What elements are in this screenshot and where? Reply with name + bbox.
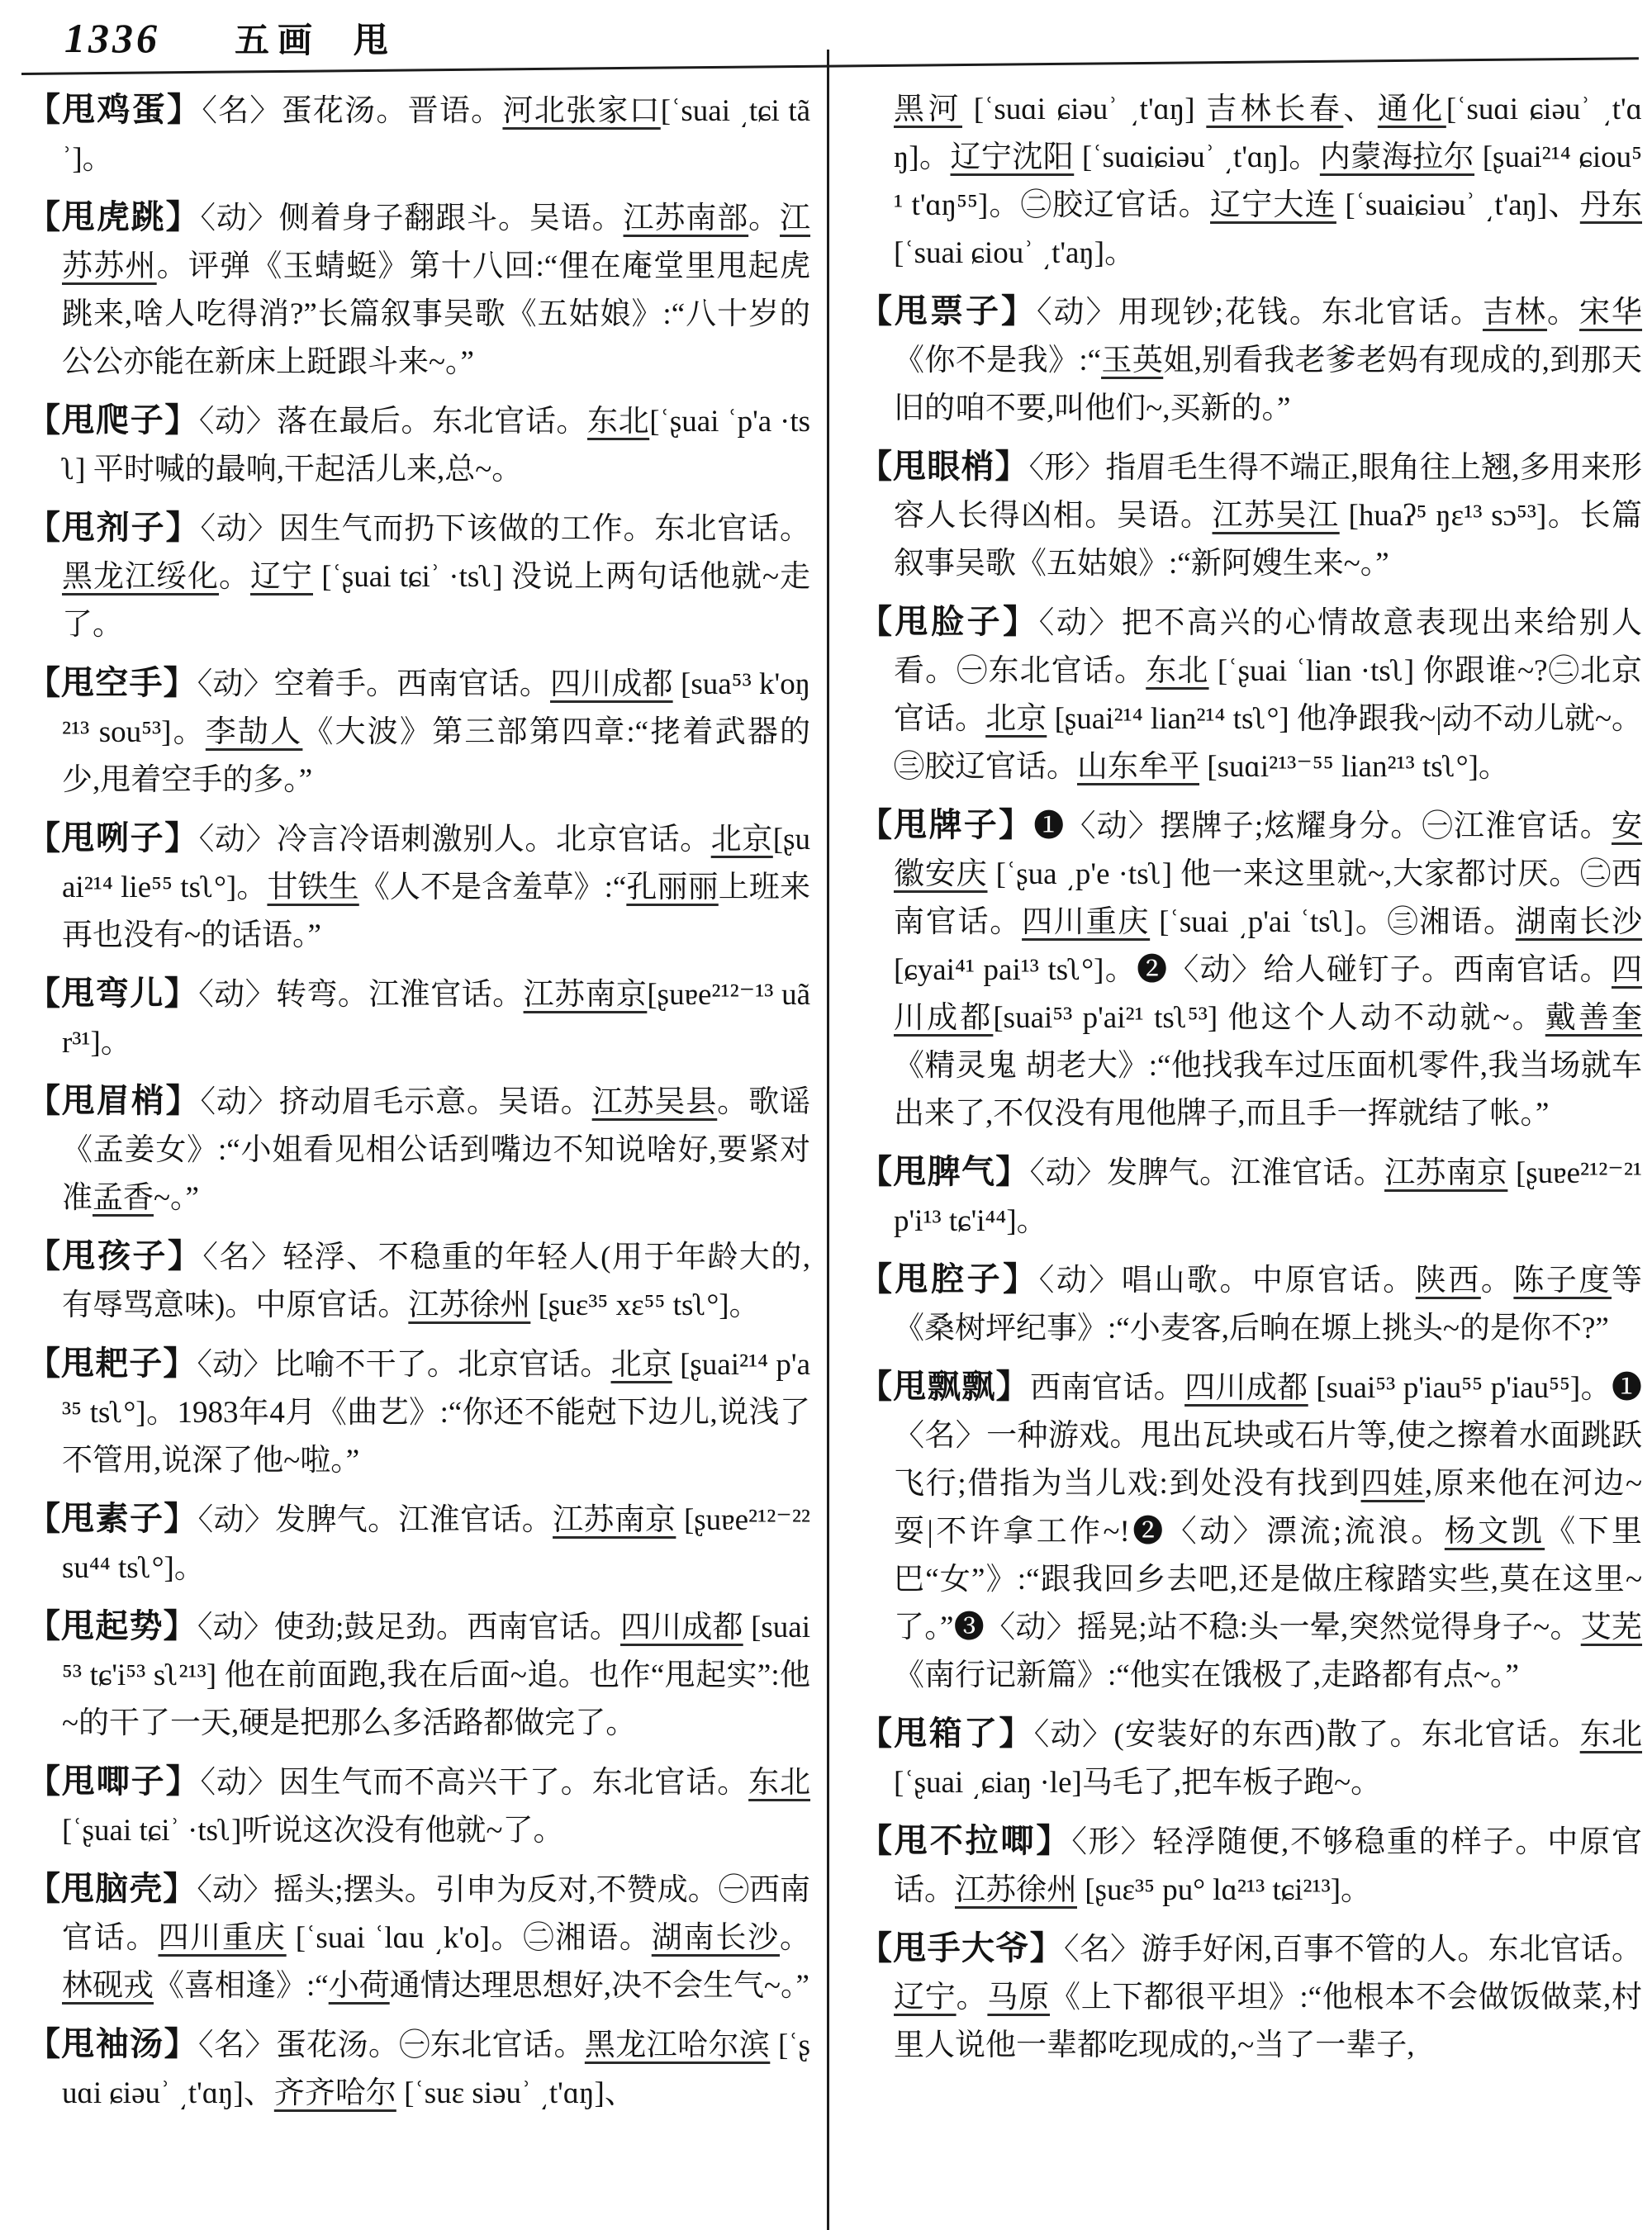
dict-entry bbox=[27, 504, 810, 649]
entry-text: [ʂuɐe²¹²⁻²¹ p'i¹³ tɕ'i⁴⁴]。 bbox=[894, 1156, 1643, 1238]
entry-text: 〈名〉游手好闲,百事不管的人。东北官话。 bbox=[1063, 1933, 1643, 1967]
proper-noun: 马原 bbox=[987, 1981, 1050, 2014]
entry-text: 等《桑树坪纪事》:“小麦客,后晌在塬上挑头~的是你不?” bbox=[894, 1264, 1643, 1345]
dict-entry bbox=[27, 814, 810, 960]
dict-entry bbox=[27, 1758, 810, 1855]
entry-text: 《精灵鬼 胡老大》:“他找我车过压面机零件,我当场就车出来了,不仅没有甩他牌子,而且手一挥就结了帐。” bbox=[894, 1049, 1642, 1131]
dict-entry bbox=[859, 443, 1642, 588]
entry-text: 〈动〉使劲;鼓足劲。西南官话。 bbox=[197, 1611, 621, 1644]
entry-text: [ʿʂuai ʿlian ·tsʅ] 你跟谁~?㊁北京官话。 bbox=[894, 654, 1642, 736]
entry-text: 〈动〉转弯。江淮官话。 bbox=[198, 978, 524, 1012]
entry-headword: 【甩脑壳】 bbox=[27, 1870, 197, 1907]
entry-text: 《南行记新篇》:“他实在饿极了,走路都有点~。” bbox=[894, 1658, 1519, 1692]
proper-noun: 四川成都 bbox=[894, 953, 1642, 1035]
proper-noun: 戴善奎 bbox=[1545, 1001, 1643, 1035]
entry-text: 。 bbox=[780, 1921, 810, 1955]
proper-noun: 安徽安庆 bbox=[894, 809, 1643, 891]
entry-text: [ʿsuɑi ɕiəuʾ ͵t'ɑŋ] bbox=[962, 93, 1207, 126]
proper-noun: 江苏吴江 bbox=[1212, 499, 1340, 533]
entry-text: ~。” bbox=[154, 1181, 199, 1215]
proper-noun: 湖南长沙 bbox=[651, 1921, 780, 1955]
proper-noun: 四川重庆 bbox=[158, 1921, 287, 1955]
entry-headword: 【甩素子】 bbox=[27, 1500, 198, 1537]
entry-text: [ʂuɐe²¹²⁻¹³ uãr³¹]。 bbox=[62, 978, 811, 1060]
proper-noun: 内蒙海拉尔 bbox=[1319, 140, 1475, 174]
entry-headword: 【甩爬子】 bbox=[27, 401, 199, 439]
dict-entry bbox=[859, 1924, 1642, 2070]
entry-text: [ʿsuaiɕiəuʾ ͵t'aŋ]、 bbox=[1336, 188, 1580, 222]
proper-noun: 辽宁沈阳 bbox=[950, 140, 1075, 174]
entry-text: 〈动〉摇头;摆头。引申为反对,不赞成。㊀西南官话。 bbox=[62, 1873, 811, 1955]
entry-text: 〈动〉空着手。西南官话。 bbox=[197, 667, 551, 701]
entry-text: 。评弹《玉蜻蜓》第十八回:“俚在庵堂里甩起虎跳来,啥人吃得消?”长篇叙事吴歌《五姑娘》:“八十岁的公公亦能在新床上跹跟斗来~。” bbox=[62, 249, 811, 379]
entry-text: 。 bbox=[1480, 1264, 1514, 1298]
entry-text: 姐,别看我老爹老妈有现成的,到那天旧的咱不要,叫他们~,买新的。” bbox=[894, 344, 1643, 425]
proper-noun: 杨文凯 bbox=[1444, 1515, 1545, 1549]
entry-text: 〈动〉唱山歌。中原官话。 bbox=[1038, 1264, 1416, 1298]
dict-entry bbox=[27, 193, 810, 387]
dict-entry bbox=[859, 1363, 1642, 1700]
dict-entry bbox=[27, 1602, 810, 1748]
entry-headword: 【甩飘飘】 bbox=[859, 1368, 1031, 1405]
entry-text: [ʂuɛ³⁵ xɛ⁵⁵ tsʅ°]。 bbox=[530, 1288, 760, 1322]
entry-headword: 【甩腔子】 bbox=[859, 1260, 1039, 1298]
entry-text: 〈动〉侧着身子翻跟斗。吴语。 bbox=[200, 202, 624, 235]
proper-noun: 四娃 bbox=[1360, 1467, 1425, 1501]
entry-text: 《上下都很平坦》:“他根本不会做饭做菜,村里人说他一辈都吃现成的,~当了一辈子, bbox=[894, 1981, 1643, 2062]
entry-text: 〈动〉因生气而不高兴干了。东北官话。 bbox=[200, 1766, 749, 1800]
proper-noun: 江苏徐州 bbox=[955, 1873, 1077, 1907]
entry-headword: 【甩咧子】 bbox=[27, 819, 199, 856]
entry-text: 〈动〉冷言冷语刺激别人。北京官话。 bbox=[198, 823, 711, 856]
proper-noun: 江苏南京 bbox=[553, 1503, 676, 1537]
proper-noun: 北京 bbox=[985, 702, 1047, 736]
entry-text: 〈名〉轻浮、不稳重的年轻人(用于年龄大的,有辱骂意味)。中原官话。 bbox=[62, 1241, 810, 1322]
entry-text: 。 bbox=[1547, 296, 1580, 330]
proper-noun: 江苏南部 bbox=[623, 202, 749, 235]
proper-noun: 宋华 bbox=[1579, 296, 1643, 330]
entry-headword: 【甩袖汤】 bbox=[27, 2025, 199, 2062]
entry-text: [ʿʂua ͵p'e ·tsʅ] 他一来这里就~,大家都讨厌。㊁西南官话。 bbox=[894, 857, 1642, 939]
dict-entry bbox=[859, 1710, 1642, 1807]
entry-text: 〈动〉用现钞;花钱。东北官话。 bbox=[1037, 296, 1483, 330]
dict-entry bbox=[27, 1340, 810, 1485]
entry-headword: 【甩眉梢】 bbox=[27, 1082, 201, 1119]
proper-noun: 辽宁 bbox=[894, 1981, 957, 2014]
entry-text: 。 bbox=[956, 1981, 988, 2014]
entry-text: 〈名〉蛋花汤。晋语。 bbox=[202, 94, 503, 128]
entry-text: [ʿsuɛ siəuʾ ͵t'ɑŋ]、 bbox=[396, 2076, 635, 2110]
entry-text: [suai⁵³ p'ai²¹ tsʅ⁵³] 他这个人动不动就~。 bbox=[993, 1001, 1545, 1035]
entry-text: ❶〈动〉摆牌子;炫耀身分。㊀江淮官话。 bbox=[1033, 809, 1612, 843]
entry-headword: 【甩唧子】 bbox=[27, 1763, 201, 1800]
right-column bbox=[859, 86, 1642, 2080]
entry-text: 《下里巴“女”》:“跟我回乡去吧,还是做庄稼踏实些,莫在这里~了。”❸〈动〉摇晃;站不稳:头一晕,突然觉得身子~。 bbox=[894, 1515, 1643, 1644]
proper-noun: 吉林 bbox=[1482, 296, 1547, 330]
entry-text: [sua⁵³ k'oŋ²¹³ sou⁵³]。 bbox=[62, 667, 811, 749]
dict-entry bbox=[859, 1148, 1642, 1245]
entry-headword: 【甩眼梢】 bbox=[859, 448, 1029, 485]
proper-noun: 黑河 bbox=[894, 93, 962, 126]
proper-noun: 辽宁 bbox=[250, 560, 313, 594]
entry-text: 《人不是含羞草》:“ bbox=[358, 871, 627, 904]
proper-noun: 河北张家口 bbox=[502, 94, 661, 128]
entry-text: 〈形〉指眉毛生得不端正,眼角往上翘,多用来形容人长得凶相。吴语。 bbox=[894, 451, 1642, 533]
proper-noun: 北京 bbox=[610, 1348, 672, 1382]
entry-text: 《你不是我》:“ bbox=[894, 344, 1102, 377]
proper-noun: 艾芜 bbox=[1580, 1611, 1643, 1644]
entry-text: [suai⁵³ p'iau⁵⁵ p'iau⁵⁵]。❶〈名〉一种游戏。甩出瓦块或石片等,使之擦着水面跳跃飞行;借指为当儿戏:到处没有找到 bbox=[894, 1371, 1643, 1501]
proper-noun: 江苏徐州 bbox=[408, 1288, 531, 1322]
proper-noun: 江苏南京 bbox=[523, 978, 648, 1012]
page-number: 1336 bbox=[64, 15, 160, 61]
proper-noun: 玉英 bbox=[1101, 344, 1164, 377]
entry-headword: 【甩弯儿】 bbox=[27, 975, 199, 1012]
dict-entry bbox=[27, 970, 810, 1067]
proper-noun: 辽宁大连 bbox=[1210, 188, 1336, 222]
entry-headword: 【甩剂子】 bbox=[27, 509, 201, 546]
proper-noun: 林砚戎 bbox=[62, 1969, 154, 2003]
proper-noun: 丹东 bbox=[1579, 188, 1642, 222]
entry-headword: 【甩不拉唧】 bbox=[859, 1822, 1072, 1859]
proper-noun: 通化 bbox=[1377, 93, 1446, 126]
proper-noun: 四川重庆 bbox=[1022, 905, 1151, 939]
entry-text: 〈动〉发脾气。江淮官话。 bbox=[1029, 1156, 1385, 1190]
dict-entry bbox=[859, 801, 1642, 1138]
entry-text: [ʿsuai ͵p'ai ʿtsʅ]。㊂湘语。 bbox=[1150, 905, 1516, 939]
entry-text: 〈动〉挤动眉毛示意。吴语。 bbox=[200, 1085, 592, 1119]
entry-text: [ʿʂuɑi ɕiəuʾ ͵t'ɑŋ]、 bbox=[62, 2028, 811, 2110]
proper-noun: 东北 bbox=[1579, 1718, 1643, 1752]
entry-text: [ʂuai²¹⁴ lie⁵⁵ tsʅ°]。 bbox=[62, 823, 811, 904]
dict-entry bbox=[27, 1077, 810, 1222]
dict-entry bbox=[859, 598, 1642, 791]
entry-headword: 【甩箱了】 bbox=[859, 1715, 1034, 1752]
entry-text: [ɕyai⁴¹ pai¹³ tsʅ°]。❷〈动〉给人碰钉子。西南官话。 bbox=[894, 953, 1612, 987]
proper-noun: 李劼人 bbox=[205, 715, 303, 749]
dict-entry bbox=[859, 1255, 1642, 1353]
dict-entry bbox=[27, 1865, 810, 2010]
proper-noun: 齐齐哈尔 bbox=[273, 2076, 396, 2110]
proper-noun: 陈子度 bbox=[1513, 1264, 1612, 1298]
dict-entry bbox=[859, 1817, 1642, 1914]
entry-text: 〈动〉比喻不干了。北京官话。 bbox=[197, 1348, 611, 1382]
dict-entry bbox=[27, 1232, 810, 1330]
entry-text: [ʿsuai ͵tɕi tãʾ]。 bbox=[62, 94, 811, 176]
proper-noun: 湖南长沙 bbox=[1515, 905, 1643, 939]
proper-noun: 孔丽丽 bbox=[626, 871, 719, 904]
entry-text: 〈形〉轻浮随便,不够稳重的样子。中原官话。 bbox=[894, 1825, 1642, 1907]
entry-headword: 【甩手大爷】 bbox=[859, 1929, 1064, 1967]
proper-noun: 北京 bbox=[710, 823, 773, 856]
entry-headword: 【甩票子】 bbox=[859, 292, 1037, 330]
entry-text: 。 bbox=[748, 202, 781, 235]
entry-text: 通情达理思想好,决不会生气~。” bbox=[389, 1969, 809, 2003]
entry-text: ,原来他在河边~耍|不许拿工作~!❷〈动〉漂流;流浪。 bbox=[894, 1467, 1642, 1549]
entry-text: [ʂuai²¹⁴ lian²¹⁴ tsʅ°] 他净跟我~|动不动儿就~。㊂胶辽官话。 bbox=[894, 702, 1643, 784]
dict-entry bbox=[27, 86, 810, 183]
proper-noun: 四川成都 bbox=[1184, 1371, 1308, 1405]
column-divider-rule bbox=[827, 50, 829, 2230]
entry-text: 〈动〉因生气而扔下该做的工作。东北官话。 bbox=[200, 512, 811, 546]
proper-noun: 黑龙江哈尔滨 bbox=[584, 2028, 771, 2062]
entry-text: [ʂuɛ³⁵ pu° lɑ²¹³ tɕi²¹³]。 bbox=[1077, 1873, 1372, 1907]
proper-noun: 陕西 bbox=[1415, 1264, 1481, 1298]
page-header bbox=[64, 13, 388, 63]
entry-headword: 【甩空手】 bbox=[27, 664, 197, 701]
entry-text: [ʿʂuai tɕiʾ ·tsʅ]听说这次没有他就~了。 bbox=[62, 1814, 564, 1848]
proper-noun: 江苏南京 bbox=[1384, 1156, 1508, 1190]
entry-text: [ʿsuai ʿlɑu ͵k'o]。㊁湘语。 bbox=[286, 1921, 652, 1955]
proper-noun: 甘铁生 bbox=[267, 871, 359, 904]
entry-headword: 【甩脾气】 bbox=[859, 1153, 1030, 1190]
section-head-character: 甩 bbox=[354, 22, 389, 60]
entry-text: [suai⁵³ tɕ'i⁵³ sʅ²¹³] 他在前面跑,我在后面~追。也作“甩起实”:他~的干了一天,硬是把那么多活路都做完了。 bbox=[62, 1611, 811, 1740]
entry-headword: 【甩脸子】 bbox=[859, 603, 1039, 640]
dict-entry bbox=[27, 1495, 810, 1592]
dict-entry bbox=[27, 396, 810, 494]
entry-headword: 【甩牌子】 bbox=[859, 806, 1034, 843]
entry-text: 《喜相逢》:“ bbox=[154, 1969, 329, 2003]
entry-text: 。 bbox=[219, 560, 250, 594]
entry-text: 〈动〉(安装好的东西)散了。东北官话。 bbox=[1033, 1718, 1580, 1752]
entry-headword: 【甩孩子】 bbox=[27, 1237, 203, 1274]
entry-headword: 【甩鸡蛋】 bbox=[27, 91, 202, 128]
entry-text: [huaʔ⁵ ŋɛ¹³ sɔ⁵³]。长篇叙事吴歌《五姑娘》:“新阿嫂生来~。” bbox=[894, 499, 1642, 581]
entry-text: 上班来再也没有~的话语。” bbox=[62, 871, 810, 952]
dict-entry bbox=[859, 287, 1642, 433]
dict-entry bbox=[27, 2020, 810, 2118]
proper-noun: 东北 bbox=[587, 405, 650, 439]
entry-text: 《大波》第三部第四章:“㧯着武器的少,甩着空手的多。” bbox=[62, 715, 810, 797]
entry-text: [ʂuai²¹⁴ ɕiou⁵¹ t'ɑŋ⁵⁵]。㊁胶辽官话。 bbox=[894, 140, 1643, 222]
entry-text: [ʂuai²¹⁴ p'a³⁵ tsʅ°]。1983年4月《曲艺》:“你还不能尅下边儿,说浅了不管用,说深了他~啦。” bbox=[62, 1348, 811, 1478]
entry-headword: 【甩耙子】 bbox=[27, 1345, 197, 1382]
proper-noun: 吉林长春 bbox=[1206, 93, 1344, 126]
left-column bbox=[27, 86, 810, 2128]
proper-noun: 江苏吴县 bbox=[591, 1085, 718, 1119]
stroke-section-label: 五画 bbox=[235, 22, 321, 60]
proper-noun: 东北 bbox=[748, 1766, 811, 1800]
entry-text: 〈动〉落在最后。东北官话。 bbox=[198, 405, 588, 439]
entry-text: [ʿʂuai tɕiʾ ·tsʅ] 没说上两句话他就~走了。 bbox=[62, 560, 810, 642]
proper-noun: 孟香 bbox=[93, 1181, 154, 1215]
entry-text: [ʿsuɑiɕiəuʾ ͵t'ɑŋ]。 bbox=[1074, 140, 1320, 174]
proper-noun: 江苏苏州 bbox=[62, 202, 811, 283]
entry-text: 〈名〉蛋花汤。㊀东北官话。 bbox=[198, 2028, 585, 2062]
entry-text: [suɑi²¹³⁻⁵⁵ lian²¹³ tsʅ°]。 bbox=[1199, 750, 1509, 784]
entry-text: [ʿsuɑi ɕiəuʾ ͵t'ɑŋ]。 bbox=[894, 93, 1643, 174]
entry-text: [ʿsuai ɕiouʾ ͵t'aŋ]。 bbox=[894, 236, 1136, 270]
dict-entry-continuation bbox=[859, 86, 1642, 278]
entry-text: 〈动〉发脾气。江淮官话。 bbox=[197, 1503, 553, 1537]
entry-text: 西南官话。 bbox=[1030, 1371, 1185, 1405]
dict-entry bbox=[27, 659, 810, 804]
proper-noun: 四川成都 bbox=[620, 1611, 743, 1644]
entry-text: [ʿʂuai ʿp'a ·tsʅ] 平时喊的最响,干起活儿来,总~。 bbox=[62, 405, 811, 486]
proper-noun: 东北 bbox=[1146, 654, 1209, 688]
proper-noun: 黑龙江绥化 bbox=[62, 560, 219, 594]
entry-text: 、 bbox=[1343, 93, 1378, 126]
entry-headword: 【甩虎跳】 bbox=[27, 198, 201, 235]
proper-noun: 小荷 bbox=[328, 1969, 390, 2003]
entry-text: [ʿʂuai ͵ɕiaŋ ·le]马毛了,把车板子跑~。 bbox=[894, 1766, 1382, 1800]
entry-text: 。歌谣《孟姜女》:“小姐看见相公话到嘴边不知说啥好,要紧对准 bbox=[62, 1085, 811, 1215]
entry-text: 〈动〉把不高兴的心情故意表现出来给别人看。㊀东北官话。 bbox=[894, 606, 1643, 688]
proper-noun: 四川成都 bbox=[550, 667, 673, 701]
entry-headword: 【甩起势】 bbox=[27, 1607, 197, 1644]
entry-text: [ʂuɐe²¹²⁻²² su⁴⁴ tsʅ°]。 bbox=[62, 1503, 811, 1585]
proper-noun: 山东牟平 bbox=[1077, 750, 1199, 784]
